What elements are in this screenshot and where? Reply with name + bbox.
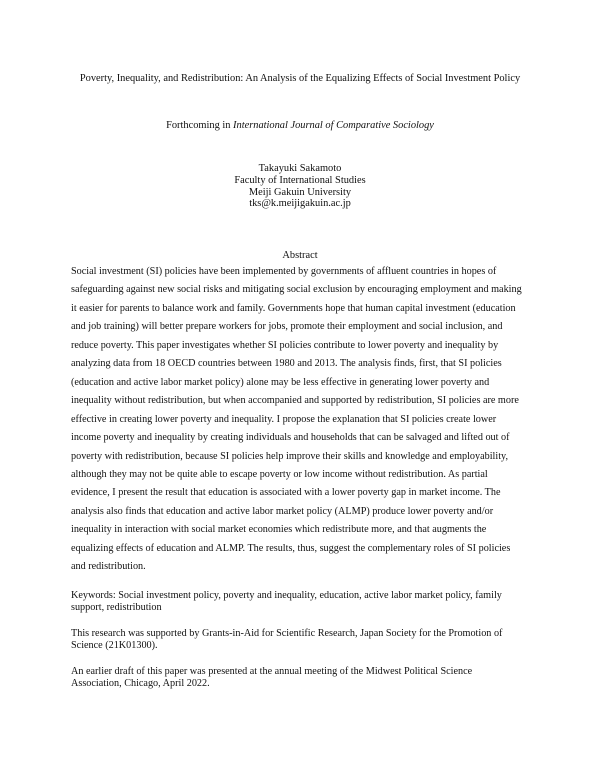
abstract-line: effective in creating lower poverty and inequality. I propose the explanation that SI policies create lower xyxy=(71,413,497,425)
abstract-line: income poverty and inequality by creating individuals and households that can be salvaged and lifted out of xyxy=(71,432,510,444)
funding-note xyxy=(71,628,531,652)
abstract-line: equalizing effects of education and ALMP. The results, thus, suggest the complementary roles of SI policies xyxy=(71,542,511,554)
abstract-line: (education and active labor market policy) alone may be less effective in generating lower poverty and xyxy=(71,376,490,388)
abstract-line: evidence, I present the result that education is associated with a lower poverty gap in market income. The xyxy=(71,487,501,499)
abstract-line: although they may not be quite able to escape poverty or low income without redistribution. As partial xyxy=(71,468,488,480)
keywords-line: Keywords: Social investment policy, poverty and inequality, education, active labor market policy, family xyxy=(71,590,502,601)
author-name: Takayuki Sakamoto xyxy=(258,163,342,174)
abstract-line: analyzing data from 18 OECD countries between 1980 and 2013. The analysis finds, first, that SI policies xyxy=(71,358,502,370)
paper-title: Poverty, Inequality, and Redistribution: An Analysis of the Equalizing Effects of Social Investment Policy xyxy=(79,73,521,84)
abstract-line: poverty with redistribution, because SI policies help improve their skills and knowledge and employability, xyxy=(71,450,509,462)
author-email: tks@k.meijigakuin.ac.jp xyxy=(249,198,351,210)
author-faculty: Faculty of International Studies xyxy=(234,174,366,186)
abstract-line: reduce poverty. This paper investigates whether SI policies contribute to lower poverty and inequality by xyxy=(71,339,499,351)
earlier-draft-note xyxy=(71,666,531,690)
abstract-line: and redistribution. xyxy=(71,561,146,573)
funding-line: This research was supported by Grants-in-Aid for Scientific Research, Japan Society for the Promotion of xyxy=(71,628,503,639)
abstract-line: inequality in interaction with social market economies which redistribute more, and that augments the xyxy=(71,524,487,536)
publication-note xyxy=(40,119,560,133)
keywords xyxy=(71,590,531,614)
publication-prefix: Forthcoming in xyxy=(166,120,234,131)
journal-name: International Journal of Comparative Sociology xyxy=(233,120,434,131)
abstract-line: and job training) will better prepare workers for jobs, promote their employment and social inclusion, and xyxy=(71,321,503,333)
abstract-line: Social investment (SI) policies have been implemented by governments of affluent countries in hopes of xyxy=(71,266,497,277)
funding-line: Science (21K01300). xyxy=(71,640,158,652)
abstract-line: it easier for parents to balance work and family. Governments hope that human capital investment (education xyxy=(71,302,516,314)
author-university: Meiji Gakuin University xyxy=(248,186,352,198)
abstract-line: safeguarding against new social risks and mitigating social exclusion by encouraging employment and making xyxy=(71,284,522,296)
author-block xyxy=(40,163,560,210)
abstract-line: inequality without redistribution, but when accompanied and supported by redistribution, SI policies are more xyxy=(71,395,519,407)
draft-line: Association, Chicago, April 2022. xyxy=(71,678,210,690)
abstract-body xyxy=(71,263,531,577)
draft-line: An earlier draft of this paper was presented at the annual meeting of the Midwest Political Science xyxy=(71,666,473,677)
abstract-line: analysis also finds that education and active labor market policy (ALMP) produce lower poverty and/or xyxy=(71,505,494,517)
abstract-heading: Abstract xyxy=(282,250,318,261)
keywords-line: support, redistribution xyxy=(71,602,162,614)
